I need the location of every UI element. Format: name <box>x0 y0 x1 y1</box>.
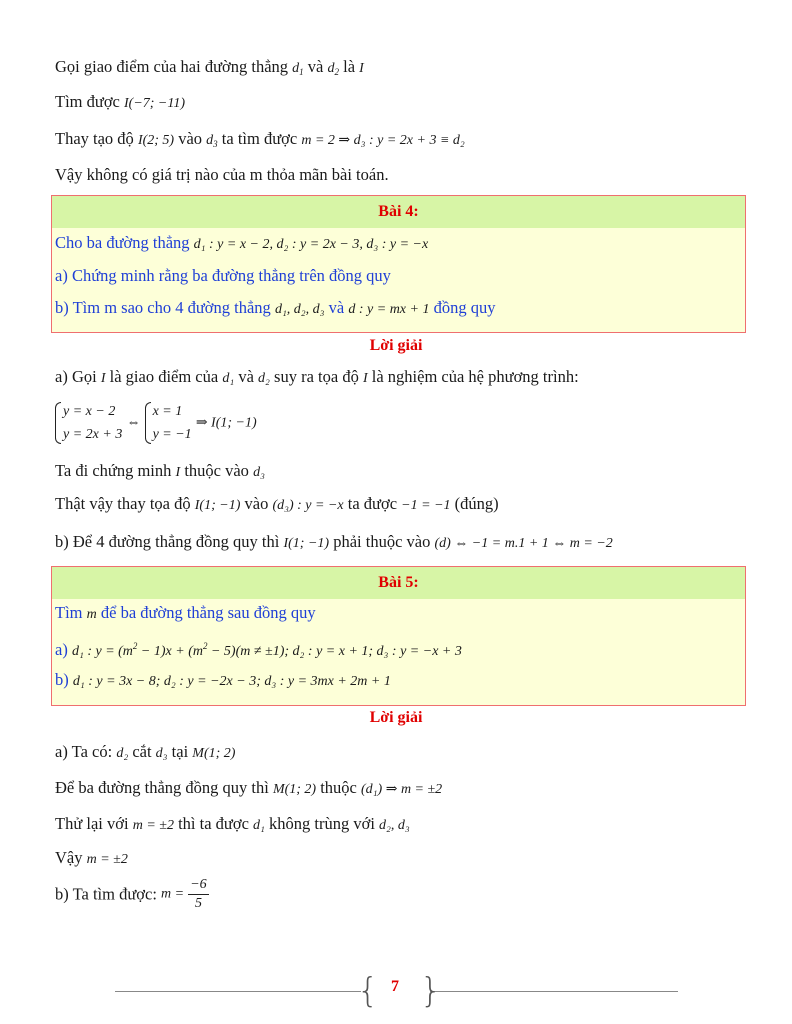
intro-line-2 <box>55 91 185 115</box>
exercise-line: a) Chứng minh rằng ba đường thẳng trên đồng quy <box>55 266 391 285</box>
footer-rule-left <box>115 991 361 992</box>
equation-system: y = x − 2 y = 2x + 3 ⇔ x = 1 y = −1 ⇒ I(1; −1) <box>55 400 257 446</box>
math-expression: d₁ : y = 3x − 8; d₂ : y = −2x − 3; d₃ : y = 3mx + 2m + 1 <box>72 674 391 689</box>
text: và <box>307 57 324 76</box>
text: Tìm được <box>55 92 120 111</box>
exercise-line: Tìm m để ba đường thẳng sau đồng quy <box>55 603 316 622</box>
math-expression: d₁ : $y = (m^2 - 1)x + (m^2 - 5)(m \ne \pm 1)$; d₂ : y = x + 1; d₃ : y = −x + 3 <box>71 641 462 659</box>
solution-title: Lời giải <box>369 709 423 726</box>
exercise-title: Bài 5: <box>52 567 745 599</box>
solution-line: Ta đi chứng minh I thuộc vào d₃ <box>55 461 265 480</box>
solution-line: a) Ta có: d₂ cắt d₃ tại M(1; 2) <box>55 742 236 761</box>
footer-bracket-right: } <box>420 971 442 1011</box>
system-right: x = 1 y = −1 <box>145 400 192 446</box>
intro-line-3 <box>55 128 465 155</box>
solution-title: Lời giải <box>369 337 423 354</box>
intro-line-1 <box>55 56 364 83</box>
math-I: I <box>359 61 364 76</box>
footer-rule-right <box>430 991 678 992</box>
exercise-line: b) d₁ : y = 3x − 8; d₂ : y = −2x − 3; d₃ : y = 3mx + 2m + 1 <box>55 670 391 689</box>
exercise-box-5 <box>51 566 746 706</box>
math-point: I(−7; −11) <box>124 96 186 111</box>
footer-bracket-left: { <box>357 971 379 1011</box>
page-number: 7 <box>391 978 399 995</box>
exercise-title: Bài 4: <box>52 196 745 228</box>
math-point: I(2; 5) <box>137 133 175 148</box>
intro-line-4: Vậy không có giá trị nào của m thỏa mãn bài toán. <box>55 165 389 184</box>
math-expression: m = 2 ⇒ d₃ : y = 2x + 3 ≡ d₂ <box>301 133 465 148</box>
math-d2: $d_2$ <box>327 61 339 77</box>
exercise-box-4 <box>51 195 746 333</box>
math-expression: d₁, d₂, d₃ <box>274 302 325 317</box>
math-expression: d₁ : y = x − 2, d₂ : y = 2x − 3, d₃ : y = −x <box>193 237 429 252</box>
solution-line: Thử lại với m = ±2 thì ta được d₁ không trùng với d₂, d₃ <box>55 814 410 833</box>
fraction: $\frac{-6}{5}$ <box>190 877 207 911</box>
math-d3: $d_3$ <box>206 133 218 149</box>
solution-line: b) Để 4 đường thẳng đồng quy thì I(1; −1) phải thuộc vào (d) ⇔ −1 = m.1 + 1 ⇔ m = −2 <box>55 532 613 551</box>
solution-line: Thật vậy thay tọa độ I(1; −1) vào (d₃) : y = −x ta được −1 = −1 (đúng) <box>55 494 499 513</box>
text: vào <box>178 129 203 148</box>
math-d1: $d_1$ <box>292 61 304 77</box>
text: Thay tạo độ <box>55 129 134 148</box>
solution-line: Để ba đường thẳng đồng quy thì M(1; 2) thuộc (d₁) ⇒ m = ±2 <box>55 778 443 797</box>
exercise-line: b) Tìm m sao cho 4 đường thẳng d₁, d₂, d₃ và d : y = mx + 1 đồng quy <box>55 298 496 317</box>
text: là <box>343 57 356 76</box>
text: Gọi giao điểm của hai đường thẳng <box>55 57 289 76</box>
text: ta tìm được <box>221 129 298 148</box>
exercise-line: Cho ba đường thẳng d₁ : y = x − 2, d₂ : y = 2x − 3, d₃ : y = −x <box>55 233 429 252</box>
system-left: y = x − 2 y = 2x + 3 <box>55 400 122 446</box>
math-expression: d : y = mx + 1 <box>348 302 430 317</box>
solution-line: b) Ta tìm được: m = $\frac{-6}{5}$ <box>55 877 207 911</box>
exercise-line: a) d₁ : $y = (m^2 - 1)x + (m^2 - 5)(m \ne \pm 1)$; d₂ : y = x + 1; d₃ : y = −x + 3 <box>55 640 462 659</box>
solution-line: Vậy m = ±2 <box>55 848 128 867</box>
solution-line: a) Gọi I là giao điểm của d₁ và d₂ suy ra tọa độ I là nghiệm của hệ phương trình: <box>55 367 579 386</box>
